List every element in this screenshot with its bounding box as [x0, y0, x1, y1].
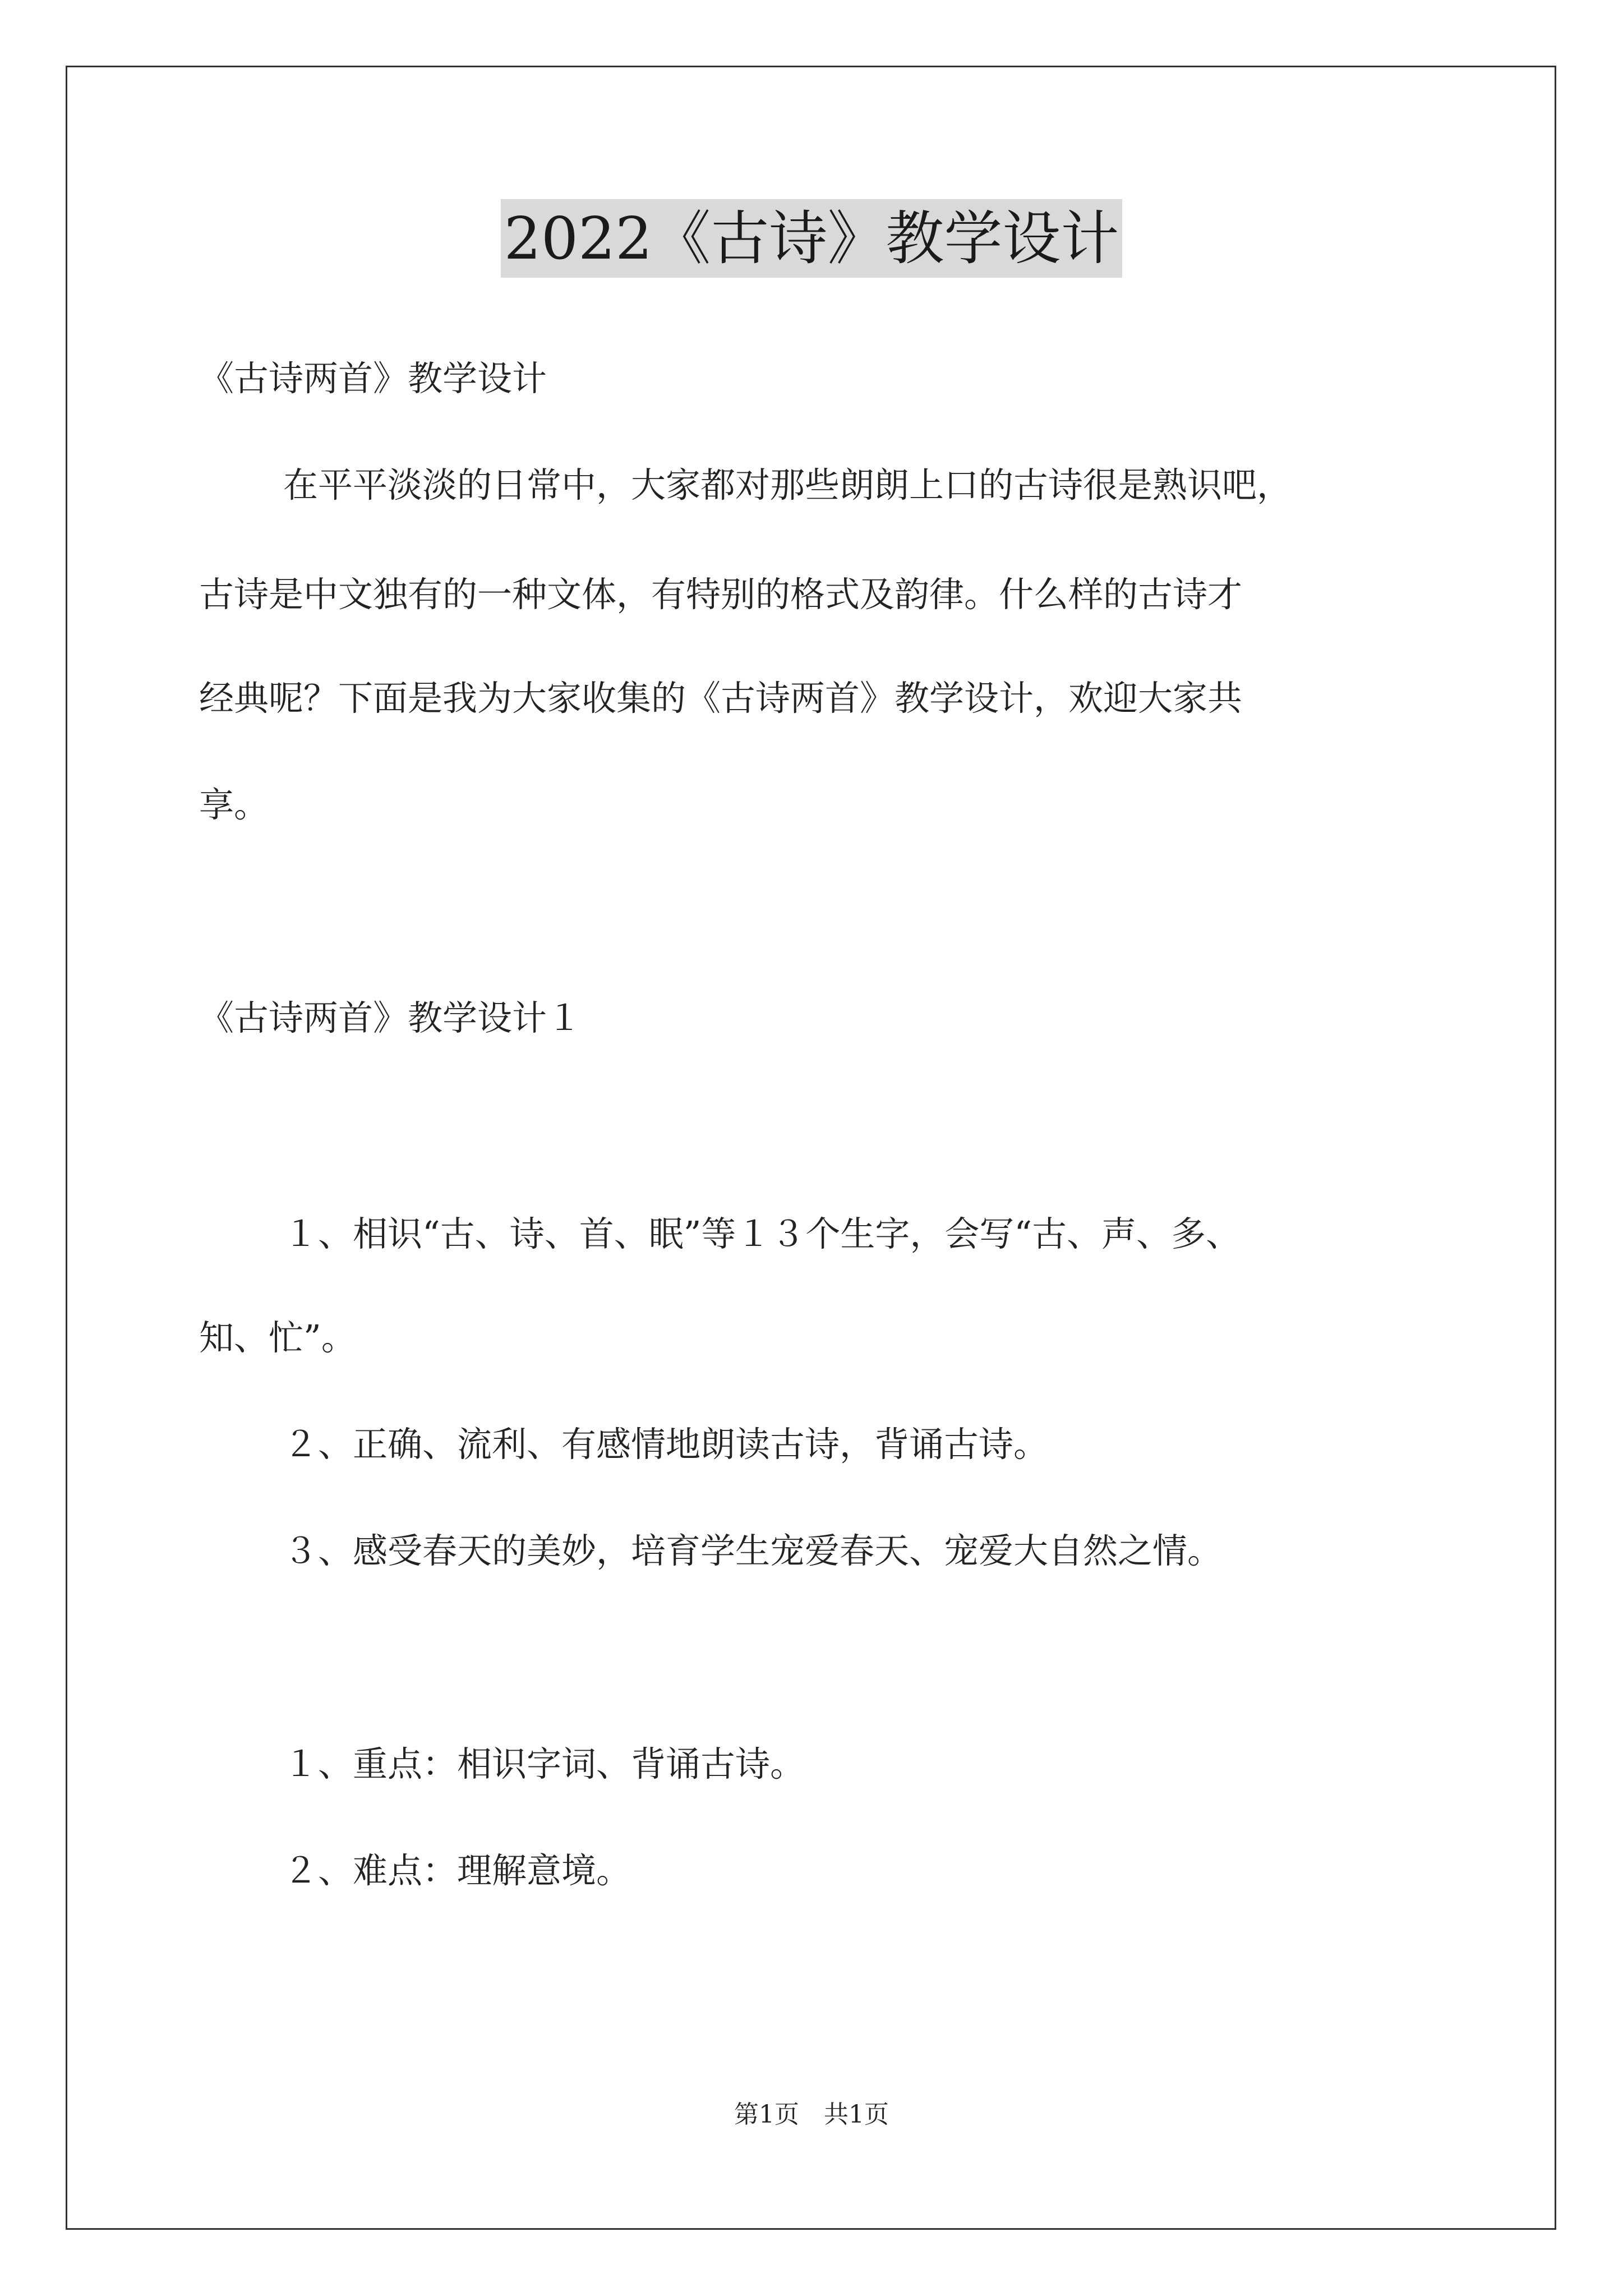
objective-line-1: １、相识“古、诗、首、眠”等１３个生字，会写“古、声、多、 [283, 1213, 1241, 1254]
page-footer: 第1页 共1页 [734, 2100, 889, 2129]
objective-line-4: ３、感受春天的美妙，培育学生宠爱春天、宠爱大自然之情。 [283, 1530, 1223, 1571]
intro-line-4: 享。 [199, 784, 269, 825]
intro-line-2: 古诗是中文独有的一种文体，有特别的格式及韵律。什么样的古诗才 [199, 574, 1243, 615]
subtitle: 《古诗两首》教学设计 [199, 358, 547, 399]
objective-line-3: ２、正确、流利、有感情地朗读古诗，背诵古诗。 [283, 1424, 1049, 1465]
document-title: 2022《古诗》教学设计 [501, 199, 1123, 278]
section-heading: 《古诗两首》教学设计１ [199, 997, 582, 1038]
key-point-1: １、重点：相识字词、背诵古诗。 [283, 1743, 805, 1784]
title-container [0, 199, 1623, 278]
key-point-2: ２、难点：理解意境。 [283, 1850, 631, 1891]
objective-line-2: 知、忙”。 [199, 1317, 356, 1358]
intro-line-3: 经典呢？下面是我为大家收集的《古诗两首》教学设计，欢迎大家共 [199, 678, 1243, 719]
intro-line-1: 在平平淡淡的日常中，大家都对那些朗朗上口的古诗很是熟识吧， [283, 464, 1292, 505]
